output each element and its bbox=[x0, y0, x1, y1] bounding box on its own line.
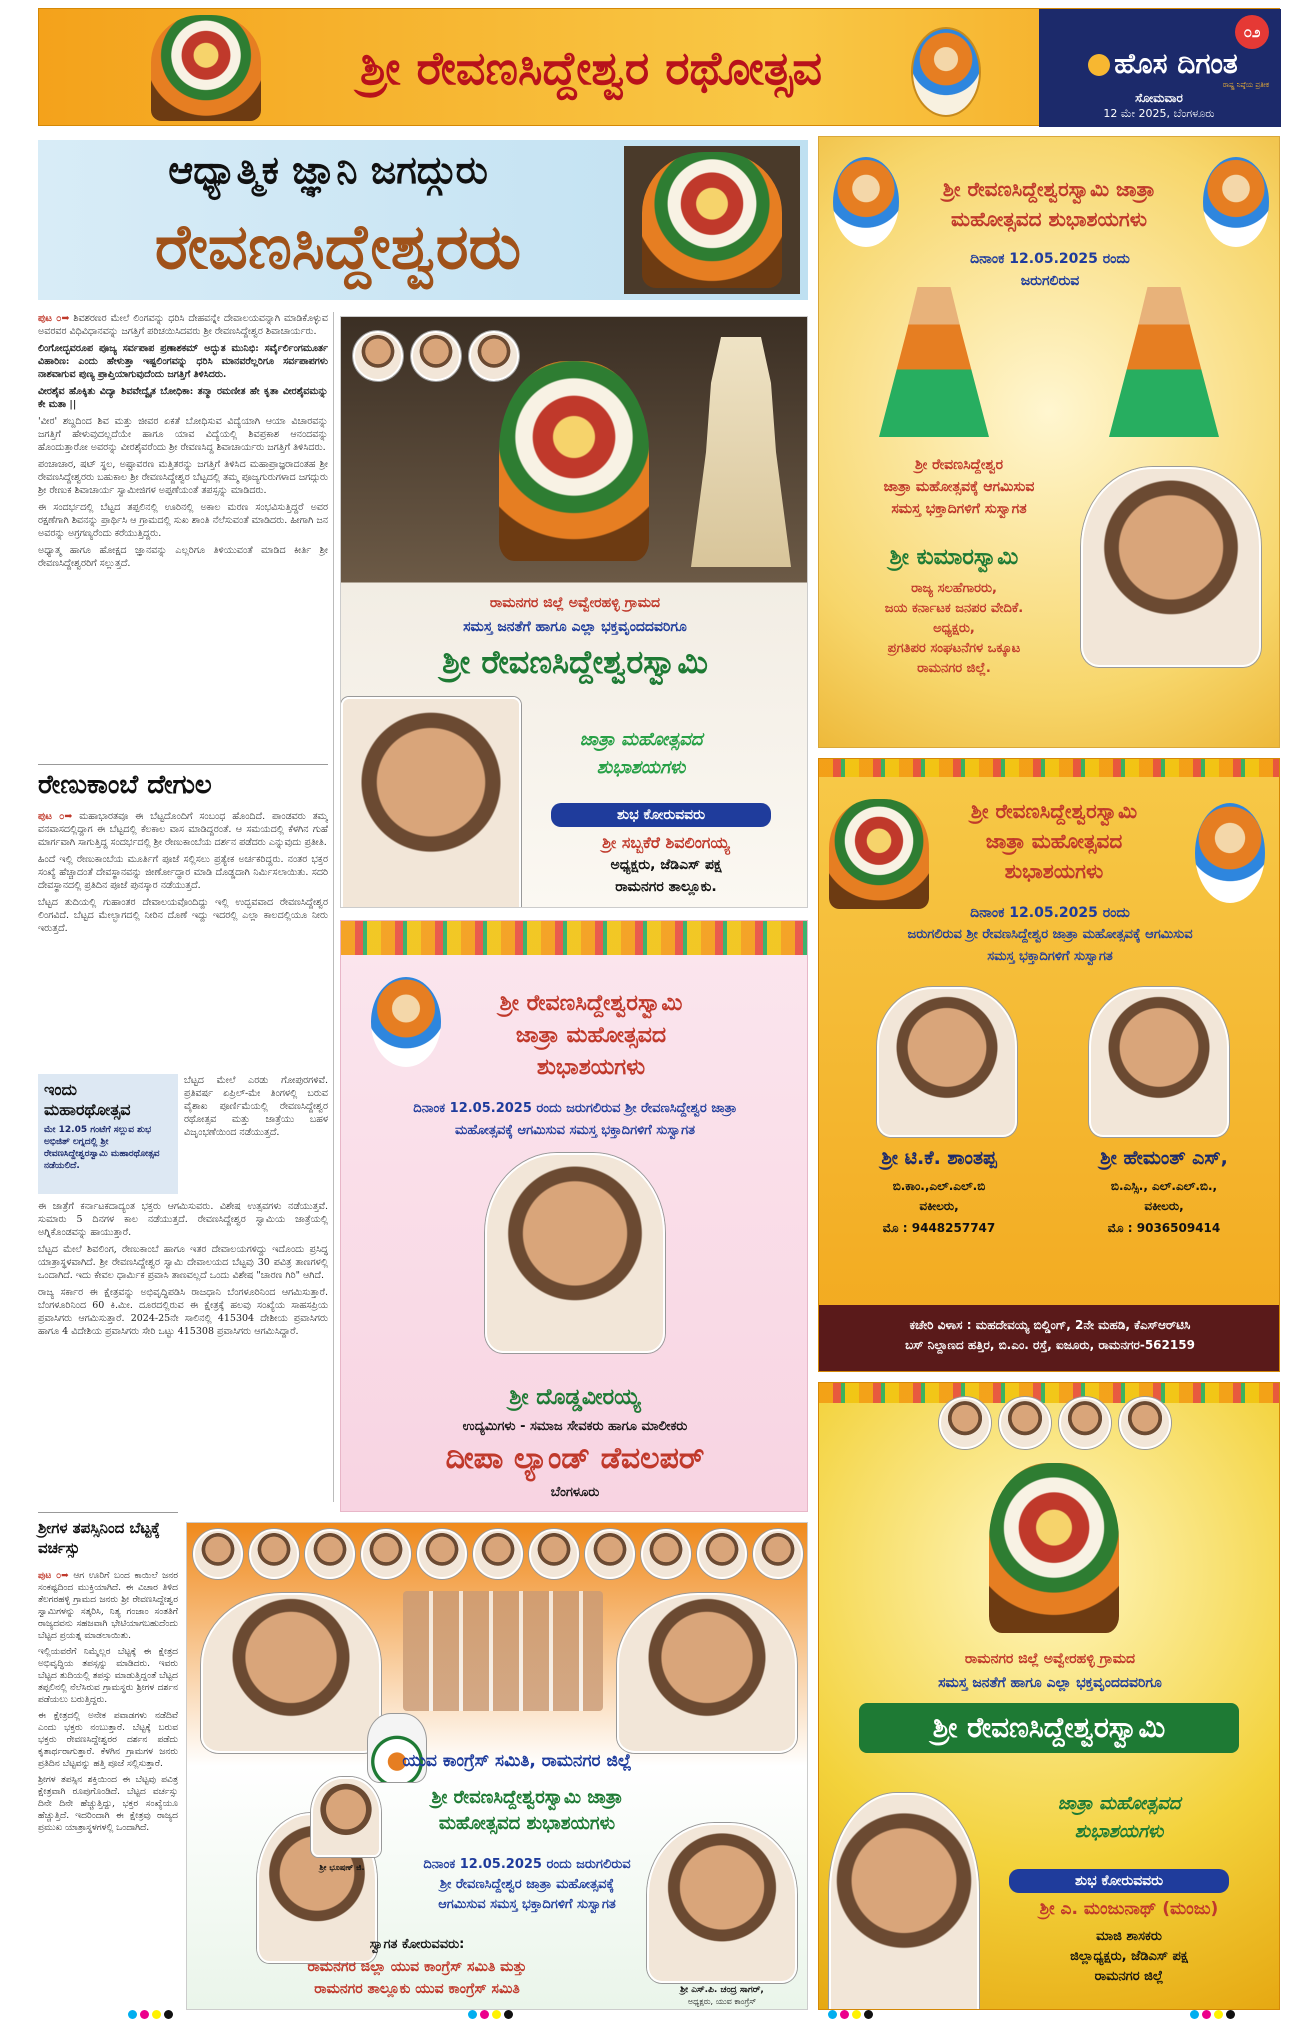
ad-welcome-2: ಸಮಸ್ತ ಭಕ್ತಾದಿಗಳಿಗೆ ಸುಸ್ವಾಗತ bbox=[987, 949, 1113, 964]
leader-photo bbox=[469, 331, 519, 381]
flower-garland-decoration bbox=[819, 759, 1279, 777]
issue-date: 12 ಮೇ 2025, ಬೆಂಗಳೂರು bbox=[1103, 107, 1215, 120]
ad-deity-name: ಶ್ರೀ ರೇವಣಸಿದ್ದೇಶ್ವರಸ್ವಾಮಿ bbox=[859, 1703, 1239, 1753]
lawyer-role: ವಕೀಲರು, bbox=[919, 1199, 959, 1213]
ad-title-line1: ಶ್ರೀ ರೇವಣಸಿದ್ದೇಶ್ವರಸ್ವಾಮಿ bbox=[970, 799, 1138, 823]
newspaper-logo bbox=[1045, 47, 1281, 81]
wisher-line: ರಾಮನಗರ ಜಿಲ್ಲೆ bbox=[1094, 1969, 1164, 1984]
leader-photo bbox=[411, 331, 461, 381]
betta-heading: ಶ್ರೀಗಳ ತಪಸ್ಸಿನಿಂದ ಬೆಟ್ಟಕ್ಕೆ ವರ್ಚಸ್ಸು bbox=[38, 1519, 161, 1557]
ad-welcome-1: ಶ್ರೀ ರೇವಣಸಿದ್ದೇಶ್ವರ bbox=[914, 457, 1004, 473]
dateline: ಪುಟ ೦➡ bbox=[38, 313, 70, 324]
leader-photo bbox=[999, 1397, 1051, 1449]
wisher-designation: ಅಧ್ಯಕ್ಷರು, ಜೆಡಿಎಸ್ ಪಕ್ಷ bbox=[610, 857, 722, 873]
wisher-line: ಮಾಜಿ ಶಾಸಕರು bbox=[1096, 1929, 1162, 1944]
ad-village-line: ರಾಮನಗರ ಜಿಲ್ಲೆ ಅವ್ವೇರಹಳ್ಳಿ ಗ್ರಾಮದ bbox=[489, 595, 661, 611]
today-info-box bbox=[38, 1074, 178, 1194]
ad-date-line: ದಿನಾಂಕ 12.05.2025 ರಂದು bbox=[970, 251, 1130, 267]
company-place: ಬೆಂಗಳೂರು bbox=[550, 1485, 600, 1500]
ad-title-line2: ಜಾತ್ರಾ ಮಹೋತ್ಸವದ bbox=[985, 829, 1123, 853]
wisher-name: ಶ್ರೀ ದೊಡ್ಡವೀರಯ್ಯ bbox=[509, 1385, 641, 1410]
photo-caption: ಅಧ್ಯಕ್ಷರು, ಯುವ ಕಾಂಗ್ರೆಸ್ bbox=[687, 1997, 757, 2006]
deity-image bbox=[499, 361, 649, 561]
flower-garland-decoration bbox=[341, 921, 807, 955]
deity-image bbox=[829, 799, 929, 909]
today-heading-2: ಮಹಾರಥೋತ್ಸವ bbox=[44, 1100, 131, 1119]
ad-date-line-2: ಜರುಗಲಿರುವ bbox=[1020, 273, 1080, 289]
newspaper-name: ಹೊಸ ದಿಗಂತ bbox=[1114, 47, 1238, 80]
renukambe-body bbox=[38, 810, 328, 1070]
lawyer-photo bbox=[877, 987, 1017, 1137]
dateline: ಪುಟ ೦➡ bbox=[38, 811, 73, 822]
person-photo bbox=[647, 1823, 797, 1983]
leader-photo-large bbox=[617, 1593, 797, 1753]
logo-mark-icon bbox=[1088, 54, 1110, 76]
ad-jds-shivalingayya bbox=[340, 316, 808, 908]
page-number-badge: ೦೨ bbox=[1235, 15, 1269, 49]
company-name: ದೀಪಾ ಲ್ಯಾಂಡ್ ಡೆವಲಪರ್ bbox=[445, 1441, 705, 1476]
ad-youth-congress bbox=[186, 1522, 808, 2010]
wisher-name: ಶ್ರೀ ಕುಮಾರಸ್ವಾಮಿ bbox=[889, 545, 1019, 570]
ad-title-line2: ಮಹೋತ್ಸವದ ಶುಭಾಶಯಗಳು bbox=[438, 1813, 616, 1834]
devotee-woman-left-image bbox=[879, 287, 989, 437]
main-headline-line1: ಆಧ್ಯಾತ್ಮಿಕ ಜ್ಞಾನಿ ಜಗದ್ಗುರು bbox=[168, 148, 488, 192]
office-address-line: ಬಸ್ ನಿಲ್ದಾಣದ ಹತ್ತಿರ, ಬಿ.ಎಂ. ರಸ್ತೆ, ಐಜೂರು, ರಾಮನಗರ-562159 bbox=[905, 1338, 1195, 1352]
masthead-deity-image bbox=[151, 15, 261, 121]
wisher-line: ಅಧ್ಯಕ್ಷರು, bbox=[933, 621, 975, 636]
article-paragraph: ಶ್ರೀಗಳ ತಪಸ್ಸಿನ ಶಕ್ತಿಯಿಂದ ಈ ಬೆಟ್ಟವು ಪವಿತ್ರ ಕ್ಷೇತ್ರವಾಗಿ ರೂಪುಗೊಂಡಿದೆ. ಬೆಟ್ಟದ ವರ್ಚಸ್ಸು ದಿನೇ ದಿನೇ ಹೆಚ್ಚುತ್ತಿದ್ದು, ಭಕ್ತರ ಸಂಖ್ಯೆಯೂ ಹೆಚ್ಚುತ್ತಿದೆ. ಇದರಿಂದಾಗಿ ಈ ಕ್ಷೇತ್ರವು ರಾಜ್ಯದ ಪ್ರಮುಖ ಯಾತ್ರಾಸ್ಥಳಗಳಲ್ಲಿ ಒಂದಾಗಿದೆ. bbox=[38, 1775, 178, 1833]
main-headline-line2: ರೇವಣಸಿದ್ದೇಶ್ವರರು bbox=[154, 210, 522, 283]
print-registration-marks bbox=[468, 2004, 528, 2016]
article-paragraph: ಅಧ್ಯಾತ್ಮ ಹಾಗೂ ಹೋಕ್ಷದ ಜ್ಞಾನವನ್ನು ಎಲ್ಲರಿಗೂ ತಿಳಿಯುವಂತೆ ಮಾಡಿದ ಕೀರ್ತಿ ಶ್ರೀ ರೇವಣಸಿದ್ದೇಶ್ವರರಿಗೆ ಸಲ್ಲುತ್ತದೆ. bbox=[38, 545, 328, 569]
welcomers-label: ಸ್ವಾಗತ ಕೋರುವವರು: bbox=[369, 1937, 465, 1952]
wisher-line: ರಾಮನಗರ ಜಿಲ್ಲೆ. bbox=[917, 661, 991, 676]
ad-title-line2: ಮಹೋತ್ಸವದ ಶುಭಾಶಯಗಳು bbox=[951, 207, 1147, 231]
office-address-line: ಕಚೇರಿ ವಿಳಾಸ : ಮಹದೇವಯ್ಯ ಬಿಲ್ಡಿಂಗ್, 2ನೇ ಮಹಡಿ, ಕೆಎಸ್ಆರ್‌ಟಿಸಿ bbox=[909, 1318, 1191, 1332]
ad-date-line: ಶ್ರೀ ರೇವಣಸಿದ್ದೇಶ್ವರ ಜಾತ್ರಾ ಮಹೋತ್ಸವಕ್ಕೆ bbox=[439, 1877, 615, 1892]
wisher-line: ಜಯ ಕರ್ನಾಟಕ ಜನಪರ ವೇದಿಕೆ. bbox=[884, 601, 1024, 616]
masthead bbox=[38, 8, 1280, 126]
ad-date-line-2: ಮಹೋತ್ಸವಕ್ಕೆ ಆಗಮಿಸುವ ಸಮಸ್ತ ಭಕ್ತಾದಿಗಳಿಗೆ ಸುಸ್ವಾಗತ bbox=[454, 1123, 696, 1138]
ad-welcome-1: ಜರುಗಲಿರುವ ಶ್ರೀ ರೇವಣಸಿದ್ದೇಶ್ವರ ಜಾತ್ರಾ ಮಹೋತ್ಸವಕ್ಕೆ ಆಗಮಿಸುವ bbox=[907, 927, 1193, 942]
lawyer-role: ವಕೀಲರು, bbox=[1144, 1199, 1184, 1213]
masthead-saint-image bbox=[911, 27, 981, 117]
ad-title-line2: ಜಾತ್ರಾ ಮಹೋತ್ಸವದ bbox=[515, 1023, 667, 1048]
ad-wishes: ಶುಭಾಶಯಗಳು bbox=[1074, 1821, 1164, 1842]
wishers-label: ಶುಭ ಕೋರುವವರು bbox=[1009, 1869, 1229, 1893]
leaders-small-photo-grid bbox=[403, 1591, 603, 1711]
wisher-photo bbox=[1081, 467, 1261, 667]
today-text: ಮೇ 12.05 ಗಂಟೆಗೆ ಸಲ್ಲುವ ಶುಭ ಅಭಿಜಿತ್ ಲಗ್ನದಲ್ಲಿ ಶ್ರೀ ರೇವಣಸಿದ್ದೇಶ್ವರಸ್ವಾಮಿ ಮಹಾರಥೋತ್ಸವ ನಡೆಯಲಿದೆ. bbox=[44, 1125, 160, 1171]
masthead-brand-panel bbox=[1039, 9, 1281, 127]
wisher-name: ಶ್ರೀ ಎ. ಮಂಜುನಾಥ್ (ಮಂಜು) bbox=[1039, 1899, 1219, 1919]
ad-manjunath bbox=[818, 1382, 1280, 2010]
devotee-woman-right-image bbox=[1109, 287, 1219, 437]
renukambe-body-cont bbox=[184, 1074, 328, 1194]
ad-festival: ಜಾತ್ರಾ ಮಹೋತ್ಸವದ bbox=[1057, 1793, 1181, 1814]
leaders-photo-row bbox=[193, 1529, 803, 1585]
article-paragraph: ಬೆಟ್ಟದ ಮೇಲೆ ಎರಡು ಗೋಪುರಗಳಿವೆ. ಪ್ರತಿವರ್ಷ ಏಪ್ರಿಲ್-ಮೇ ತಿಂಗಳಲ್ಲಿ ಬರುವ ವೈಶಾಖ ಪೂರ್ಣಿಮೆಯಲ್ಲಿ ರೇವಣಸಿದ್ದೇಶ್ವರ ರಥೋತ್ಸವ ಮತ್ತು ಜಾತ್ರೆಯು ಬಹಳ ವಿಜೃಂಭಣೆಯಿಂದ ನಡೆಯುತ್ತದೆ. bbox=[184, 1075, 328, 1138]
ad-date-line: ದಿನಾಂಕ 12.05.2025 ರಂದು bbox=[970, 905, 1130, 921]
renukambe-heading: ರೇಣುಕಾಂಬೆ ದೇಗುಲ bbox=[38, 770, 212, 800]
leader-photo bbox=[1059, 1397, 1111, 1449]
article-paragraph: ಶಿವಶರಣರ ಮೇಲೆ ಲಿಂಗವನ್ನು ಧರಿಸಿ ದೇಹವನ್ನೇ ದೇವಾಲಯವನ್ನಾಗಿ ಮಾಡಿಕೊಳ್ಳುವ ಅವರವರ ವಿಧಿವಿಧಾನವನ್ನು ಜಗತ್ತಿಗೆ ಪರಿಚಯಿಸಿದವರು ಶ್ರೀ ರೇವಣಸಿದ್ದೇಶ್ವರ ಶಿವಾಚಾರ್ಯರು. bbox=[38, 313, 328, 337]
wisher-photo bbox=[341, 697, 521, 908]
ad-lawyers bbox=[818, 758, 1280, 1372]
ad-doddaveerayya bbox=[340, 920, 808, 1512]
leader-photo bbox=[353, 331, 403, 381]
photo-caption: ಶ್ರೀ ಎಸ್.ಪಿ. ಚಂದ್ರ ಸಾಗರ್, bbox=[680, 1985, 764, 1995]
wisher-designation: ಉದ್ಯಮಿಗಳು - ಸಮಾಜ ಸೇವಕರು ಹಾಗೂ ಮಾಲೀಕರು bbox=[462, 1419, 688, 1434]
lawyer-phone: ಮೊ : 9448257747 bbox=[882, 1221, 996, 1235]
lawyer-degree: ಬಿ.ಕಾಂ.,ಎಲ್.ಎಲ್.ಬಿ bbox=[892, 1179, 986, 1193]
temple-gopura-image bbox=[691, 337, 791, 567]
article-paragraph: ವೀರಶೈವ ಹೊಕ್ಕಿತು ವಿದ್ಯಾ ಶಿವವೇದ್ವೈತ ಬೋಧಿಕಾ: ತನ್ಮಾ ರಮಣೀತ ಹೇ ಕೃತಾ ವೀರಶೈವಮನ್ನು ಕೇ ಮತಾ || bbox=[38, 386, 328, 410]
masthead-title: ಶ್ರೀ ರೇವಣಸಿದ್ದೇಶ್ವರ ರಥೋತ್ಸವ bbox=[359, 41, 823, 95]
wisher-photo bbox=[829, 1793, 979, 2010]
article-paragraph: ಈ ಜಾತ್ರೆಗೆ ಕರ್ನಾಟಕದಾದ್ಯಂತ ಭಕ್ತರು ಆಗಮಿಸುವರು. ವಿಶೇಷ ಉತ್ಸವಗಳು ನಡೆಯುತ್ತವೆ. ಸುಮಾರು 5 ದಿನಗಳ ಕಾಲ ನಡೆಯುತ್ತದೆ. ರೇವಣಸಿದ್ದೇಶ್ವರ ಸ್ವಾಮಿಯ ಜಾತ್ರೆಯಲ್ಲಿ ಅಗ್ನಿಕೊಂಡವನ್ನು ಹಾಯುತ್ತಾರೆ. bbox=[38, 1201, 328, 1238]
leader-photo bbox=[1119, 1397, 1171, 1449]
ad-title-line3: ಶುಭಾಶಯಗಳು bbox=[1004, 859, 1104, 883]
lawyer-name: ಶ್ರೀ ಹೇಮಂತ್ ಎಸ್, bbox=[1100, 1147, 1228, 1169]
ad-welcome-2: ಜಾತ್ರಾ ಮಹೋತ್ಸವಕ್ಕೆ ಆಗಮಿಸುವ bbox=[883, 479, 1035, 495]
main-article-body bbox=[38, 312, 328, 752]
ad-date-line: ದಿನಾಂಕ 12.05.2025 ರಂದು ಜರುಗಲಿರುವ bbox=[423, 1857, 631, 1872]
wisher-line: ಜಿಲ್ಲಾಧ್ಯಕ್ಷರು, ಜೆಡಿಎಸ್ ಪಕ್ಷ bbox=[1070, 1949, 1188, 1964]
article-paragraph: ಈ ಸಂದರ್ಭದಲ್ಲಿ ಬೆಟ್ಟದ ತಪ್ಪಲಿನಲ್ಲಿ ಊರಿನಲ್ಲಿ ಅಕಾಲ ಮರಣ ಸಂಭವಿಸುತ್ತಿದ್ದರೆ ಅವರ ರಕ್ಷಣೆಗಾಗಿ ಶಿವನನ್ನು ಪ್ರಾರ್ಥಿಸಿ ಆ ಗ್ರಾಮದಲ್ಲಿ ಸುಖ ಶಾಂತಿ ನೆಲೆಸುವಂತೆ ಮಾಡಿದರು. ಹೀಗಾಗಿ ಜನ ಅವರನ್ನು ಅಗ್ರಗಣ್ಯರೆಂದು ಕರೆಯುತ್ತಿದ್ದರು. bbox=[38, 502, 328, 539]
article-paragraph: 'ವೀರ' ಶಬ್ದದಿಂದ ಶಿವ ಮತ್ತು ಜೀವರ ಏಕತೆ ಬೋಧಿಸುವ ವಿದ್ಯೆಯಾಗಿ ಆಯಾ ವಿಚಾರವನ್ನು ಜಗತ್ತಿಗೆ ಹೇಳುವುದಲ್ಲದೆಯೇ ಹಾಗೂ ಯಾವ ವಿದ್ಯೆಯಲ್ಲಿ ಶಿವಪ್ರಕಾಶ ಆನಂದವನ್ನು ಹೊಂದುತ್ತಾರೋ ಅವರನ್ನು ವೀರಶೈವರೆಂದು ಶ್ರೀ ರೇವಣಸಿದ್ದ ಶಿವಾಚಾರ್ಯರು ಜಗತ್ತಿಗೆ ತಿಳಿಸಿದರು. bbox=[38, 416, 328, 453]
office-address-bar bbox=[819, 1305, 1280, 1372]
newspaper-tagline: ರಾಷ್ಟ್ರ ನಿಷ್ಠೆಯ ಪ್ರತೀಕ bbox=[1222, 81, 1269, 89]
lawyer-degree: ಬಿ.ಎಸ್ಸಿ., ಎಲ್.ಎಲ್.ಬಿ., bbox=[1110, 1179, 1218, 1193]
wishers-label: ಶುಭ ಕೋರುವವರು bbox=[551, 803, 771, 827]
wisher-place: ರಾಮನಗರ ತಾಲ್ಲೂಕು. bbox=[615, 879, 717, 895]
ad-kumaraswamy bbox=[818, 136, 1280, 748]
article-paragraph: ಪಂಚಾಚಾರ, ಷಟ್ ಸ್ಥಲ, ಅಷ್ಟಾವರಣ ಮತ್ತಿತರನ್ನು ಜಗತ್ತಿಗೆ ತಿಳಿಸಿದ ಮಹಾಪ್ರಾಜ್ಞರಾದಂತಹ ಶ್ರೀ ರೇವಣಸಿದ್ದೇಶ್ವರರು ಬಹುಕಾಲ ಶ್ರೀ ರೇವಣಸಿದ್ದೇಶ್ವರ ಬೆಟ್ಟದಲ್ಲಿ ತಮ್ಮ ಪೂಜ್ಯಗುರುಗಳಾದ ಜಗದ್ಗುರು ಶ್ರೀ ರೇಣುಕ ಶಿವಾಚಾರ್ಯ ಸ್ವಾಮೀಜಿಗಳ ಅಪ್ಪಣೆಯಂತೆ ತಪಸ್ಸನ್ನು ಮಾಡಿದರು. bbox=[38, 459, 328, 496]
print-registration-marks bbox=[828, 2004, 888, 2016]
wisher-line: ಪ್ರಗತಿಪರ ಸಂಘಟನೆಗಳ ಒಕ್ಕೂಟ bbox=[887, 641, 1021, 656]
ad-welcome-3: ಸಮಸ್ತ ಭಕ್ತಾದಿಗಳಿಗೆ ಸುಸ್ವಾಗತ bbox=[891, 501, 1027, 517]
article-paragraph: ರಾಜ್ಯ ಸರ್ಕಾರ ಈ ಕ್ಷೇತ್ರವನ್ನು ಅಭಿವೃದ್ಧಿಪಡಿಸಿ ರಾಜಧಾನಿ ಬೆಂಗಳೂರಿನಿಂದ ಆಗಮಿಸುತ್ತಾರೆ. ಬೆಂಗಳೂರಿನಿಂದ 60 ಕಿ.ಮೀ. ದೂರದಲ್ಲಿರುವ ಈ ಕ್ಷೇತ್ರಕ್ಕೆ ಹಲವು ಸಂಖ್ಯೆಯ ಸಾಹಸಪ್ರಿಯ ಪ್ರವಾಸಿಗರು ಆಗಮಿಸುತ್ತಾರೆ. 2024-25ನೇ ಸಾಲಿನಲ್ಲಿ 415304 ದೇಶೀಯ ಪ್ರವಾಸಿಗರು ಹಾಗೂ 4 ವಿದೇಶಿಯ ಪ್ರವಾಸಿಗರು ಸೇರಿ ಒಟ್ಟು 415308 ಪ್ರವಾಸಿಗರು ಆಗಮಿಸಿದ್ದಾರೆ. bbox=[38, 1287, 328, 1337]
org-name: ಯುವ ಕಾಂಗ್ರೆಸ್ ಸಮಿತಿ, ರಾಮನಗರ ಜಿಲ್ಲೆ bbox=[402, 1751, 632, 1771]
ad-wishes: ಶುಭಾಶಯಗಳು bbox=[596, 757, 686, 778]
article-paragraph: ಆಗ ಊರಿಗೆ ಬಂದ ಕಾಯಿಲೆ ಜನರ ಸಂಕಷ್ಟದಿಂದ ಮುಕ್ತಿಯಾಗಿದೆ. ಈ ವಿಚಾರ ತಿಳಿದ ತೆಲಗರಹಳ್ಳಿ ಗ್ರಾಮದ ಜನರು ಶ್ರೀ ರೇವಣಸಿದ್ದೇಶ್ವರ ಸ್ವಾಮಿಗಳನ್ನು ಸತ್ಕರಿಸಿ, ನಿತ್ಯ ಗಂಜಾಂ ಸಂತತಿಗೆ ರಾಜ್ಯದವನು ಸಹಜವಾಗಿ ಭೇಟಿಯಾಗಬಹುದೆಂದು ಬೆಟ್ಟದ ಪ್ರಯತ್ನ ಮಾಡಲಾಯಿತು. bbox=[38, 1571, 178, 1641]
lawyer-name: ಶ್ರೀ ಟಿ.ಕೆ. ಶಾಂತಪ್ಪ bbox=[881, 1147, 997, 1169]
lawyer-phone: ಮೊ : 9036509414 bbox=[1107, 1221, 1221, 1235]
dateline: ಪುಟ ೦➡ bbox=[38, 1571, 69, 1581]
wisher-name: ಶ್ರೀ ಸಬ್ಬಕೆರೆ ಶಿವಲಿಂಗಯ್ಯ bbox=[602, 833, 730, 852]
main-article-header bbox=[38, 140, 808, 300]
saint-image bbox=[1195, 803, 1265, 903]
ad-festival: ಜಾತ್ರಾ ಮಹೋತ್ಸವದ bbox=[579, 729, 703, 750]
article-paragraph: ಮಹಾಭಾರತವೂ ಈ ಬೆಟ್ಟದೊಂದಿಗೆ ಸಂಬಂಧ ಹೊಂದಿದೆ. ಪಾಂಡವರು ತಮ್ಮ ವನವಾಸದಲ್ಲಿದ್ದಾಗ ಈ ಬೆಟ್ಟದಲ್ಲಿ ಕೆಲಕಾಲ ವಾಸ ಮಾಡಿದ್ದರಂತೆ. ಆ ಸಮಯದಲ್ಲಿ ಕೆಳಗಿನ ಗುಹೆ ಮಾರ್ಗವಾಗಿ ಸಾಗುತ್ತಿದ್ದ ಸಂದರ್ಭದಲ್ಲಿ ಶ್ರೀ ರೇಣುಕಾಂಬೆಯ ದರ್ಶನ ಪಡೆದರು ಎನ್ನುವುದು ಪ್ರತೀತಿ. bbox=[38, 811, 328, 848]
wisher-photo bbox=[485, 1153, 665, 1353]
today-heading: ಇಂದು bbox=[44, 1080, 77, 1099]
ad-date-line: ದಿನಾಂಕ 12.05.2025 ರಂದು ಜರುಗಲಿರುವ ಶ್ರೀ ರೇವಣಸಿದ್ದೇಶ್ವರ ಜಾತ್ರಾ bbox=[413, 1101, 737, 1116]
article-paragraph: ಇಲ್ಲಿಯವರೆಗೆ ನಿಮ್ಮೆಲ್ಲರ ಬೆಟ್ಟಕ್ಕೆ ಈ ಕ್ಷೇತ್ರದ ಅಭಿವೃದ್ಧಿಯ ತಪಸ್ಸನ್ನು ಮಾಡಿದರು. ಇವರು ಬೆಟ್ಟದ ತುದಿಯಲ್ಲಿ ತಪಸ್ಸು ಮಾಡುತ್ತಿದ್ದಂತೆ ಬೆಟ್ಟದ ತಪ್ಪಲಿನಲ್ಲಿ ನೆಲೆಸಿರುವ ಗ್ರಾಮಸ್ಥರು ಶ್ರೀಗಳ ದರ್ಶನ ಪಡೆಯಲು ಬರುತ್ತಿದ್ದರು. bbox=[38, 1647, 178, 1705]
article-paragraph: ಲಿಂಗೋದ್ಭವರೂಪ ಪೂಜ್ಯ ಸರ್ವಪಾಪ ಪ್ರಣಾಶಕಮ್ ಅದ್ಭುತ ಮುನಿಭಿ: ಸರ್ವೈರ್ಲಿಂಗಮೂರ್ತ ವಿಹಾರಿಣ: ಎಂದು ಹೇಳುತ್ತಾ ಇಷ್ಟಲಿಂಗವನ್ನು ಧರಿಸಿ ಮಾನವರೆಲ್ಲರಿಗೂ ಸರ್ವಪಾಪಗಳು ನಾಶವಾಗುವ ಪುಣ್ಯ ಪ್ರಾಪ್ತಿಯಾಗುವುದೆಂದು ಜಗತ್ತಿಗೆ ತಿಳಿಸಿದರು. bbox=[38, 343, 328, 380]
flower-garland-decoration bbox=[819, 1383, 1279, 1403]
issue-day: ಸೋಮವಾರ bbox=[1135, 91, 1183, 105]
deity-image bbox=[989, 1463, 1119, 1633]
leader-photo-large bbox=[201, 1593, 381, 1753]
ad-title-line1: ಶ್ರೀ ರೇವಣಸಿದ್ದೇಶ್ವರಸ್ವಾಮಿ bbox=[499, 991, 683, 1016]
saint-image bbox=[371, 977, 441, 1067]
ad-title-line3: ಶುಭಾಶಯಗಳು bbox=[536, 1055, 646, 1080]
lawyer-photo bbox=[1089, 987, 1229, 1137]
ad-date-line: ಆಗಮಿಸುವ ಸಮಸ್ತ ಭಕ್ತಾದಿಗಳಿಗೆ ಸುಸ್ವಾಗತ bbox=[438, 1897, 616, 1912]
ad-deity-name: ಶ್ರೀ ರೇವಣಸಿದ್ದೇಶ್ವರಸ್ವಾಮಿ bbox=[442, 643, 708, 681]
welcomers-line: ರಾಮನಗರ ಜಿಲ್ಲಾ ಯುವ ಕಾಂಗ್ರೆಸ್ ಸಮಿತಿ ಮತ್ತು bbox=[307, 1959, 527, 1975]
ad-greeting-line: ಸಮಸ್ತ ಜನತೆಗೆ ಹಾಗೂ ಎಲ್ಲಾ ಭಕ್ತವೃಂದದವರಿಗೂ bbox=[938, 1675, 1162, 1691]
print-registration-marks bbox=[1190, 2004, 1250, 2016]
welcomers-line: ರಾಮನಗರ ತಾಲ್ಲೂಕು ಯುವ ಕಾಂಗ್ರೆಸ್ ಸಮಿತಿ bbox=[314, 1981, 520, 1997]
ad-title-line1: ಶ್ರೀ ರೇವಣಸಿದ್ದೇಶ್ವರಸ್ವಾಮಿ ಜಾತ್ರಾ bbox=[431, 1787, 623, 1808]
article-paragraph: ಬೆಟ್ಟದ ಮೇಲೆ ಶಿವಲಿಂಗ, ರೇಣುಕಾಂಬೆ ಹಾಗೂ ಇತರ ದೇವಾಲಯಗಳಿದ್ದು ಇದೊಂದು ಪ್ರಸಿದ್ಧ ಯಾತ್ರಾಸ್ಥಳವಾಗಿದೆ. ಶ್ರೀ ರೇವಣಸಿದ್ದೇಶ್ವರ ಸ್ವಾಮಿ ದೇವಾಲಯದ ಬೆಟ್ಟವು 30 ಪವಿತ್ರ ತಾಣಗಳಲ್ಲಿ ಒಂದಾಗಿದೆ. ಇದು ಕೇವಲ ಧಾರ್ಮಿಕ ಪ್ರವಾಸಿ ತಾಣವಲ್ಲದೆ ಒಂದು ವಿಶೇಷ "ಚಾರಣ ಗಿರಿ" ಆಗಿದೆ. bbox=[38, 1244, 328, 1281]
article-paragraph: ಈ ಕ್ಷೇತ್ರದಲ್ಲಿ ಅನೇಕ ಪವಾಡಗಳು ನಡೆದಿವೆ ಎಂದು ಭಕ್ತರು ನಂಬುತ್ತಾರೆ. ಬೆಟ್ಟಕ್ಕೆ ಬರುವ ಭಕ್ತರು ರೇವಣಸಿದ್ದೇಶ್ವರರ ದರ್ಶನ ಪಡೆದು ಕೃತಾರ್ಥರಾಗುತ್ತಾರೆ. ಕೆಳಗಿನ ಗ್ರಾಮಗಳ ಜನರು ಪ್ರತಿದಿನ ಬೆಟ್ಟವನ್ನು ಹತ್ತಿ ಪೂಜೆ ಸಲ್ಲಿಸುತ್ತಾರೆ. bbox=[38, 1711, 178, 1769]
betta-body bbox=[38, 1570, 178, 1990]
wisher-line: ರಾಜ್ಯ ಸಲಹೆಗಾರರು, bbox=[911, 581, 997, 596]
article-paragraph: ಹಿಂದೆ ಇಲ್ಲಿ ರೇಣುಕಾಂಬೆಯ ಮೂರ್ತಿಗೆ ಪೂಜೆ ಸಲ್ಲಿಸಲು ಪ್ರತ್ಯೇಕ ಅರ್ಚಕರಿದ್ದರು. ನಂತರ ಭಕ್ತರ ಸಂಖ್ಯೆ ಹೆಚ್ಚಾದಂತೆ ದೇವಸ್ಥಾನವನ್ನು ಜೀರ್ಣೋದ್ಧಾರ ಮಾಡಿ ದೊಡ್ಡದಾಗಿ ನಿರ್ಮಿಸಲಾಯಿತು. ಸದರಿ ದೇವಸ್ಥಾನದಲ್ಲಿ ಪ್ರತಿದಿನ ಪೂಜೆ ಪುನಸ್ಕಾರ ನಡೆಯುತ್ತದೆ. bbox=[38, 854, 328, 891]
leader-photo bbox=[939, 1397, 991, 1449]
photo-caption: ಶ್ರೀ ಭೂಷಣ್ ಜಿ. bbox=[319, 1863, 365, 1872]
ad-title-line1: ಶ್ರೀ ರೇವಣಸಿದ್ದೇಶ್ವರಸ್ವಾಮಿ ಜಾತ್ರಾ bbox=[942, 177, 1156, 201]
ad-village-line: ರಾಮನಗರ ಜಿಲ್ಲೆ ಅವ್ವೇರಹಳ್ಳಿ ಗ್ರಾಮದ bbox=[964, 1651, 1136, 1667]
article-paragraph: ಬೆಟ್ಟದ ತುದಿಯಲ್ಲಿ ಗುಹಾಂತರ ದೇವಾಲಯವೊಂದಿದ್ದು ಇಲ್ಲಿ ಉದ್ಭವವಾದ ರೇವಣಸಿದ್ದೇಶ್ವರ ಲಿಂಗವಿದೆ. ಬೆಟ್ಟದ ಮೇಲ್ಭಾಗದಲ್ಲಿ ನೀರಿನ ದೊಣೆ ಇದ್ದು ಇದರಲ್ಲಿ ಎಲ್ಲಾ ಕಾಲದಲ್ಲಿಯೂ ನೀರು ಇರುತ್ತದೆ. bbox=[38, 897, 328, 934]
renukambe-body-cont-2 bbox=[38, 1200, 328, 1510]
deity-photo bbox=[624, 146, 800, 294]
ad-greeting-line: ಸಮಸ್ತ ಜನತೆಗೆ ಹಾಗೂ ಎಲ್ಲಾ ಭಕ್ತವೃಂದದವರಿಗೂ bbox=[463, 619, 687, 635]
print-registration-marks bbox=[128, 2004, 188, 2016]
saint-image bbox=[1203, 157, 1269, 247]
